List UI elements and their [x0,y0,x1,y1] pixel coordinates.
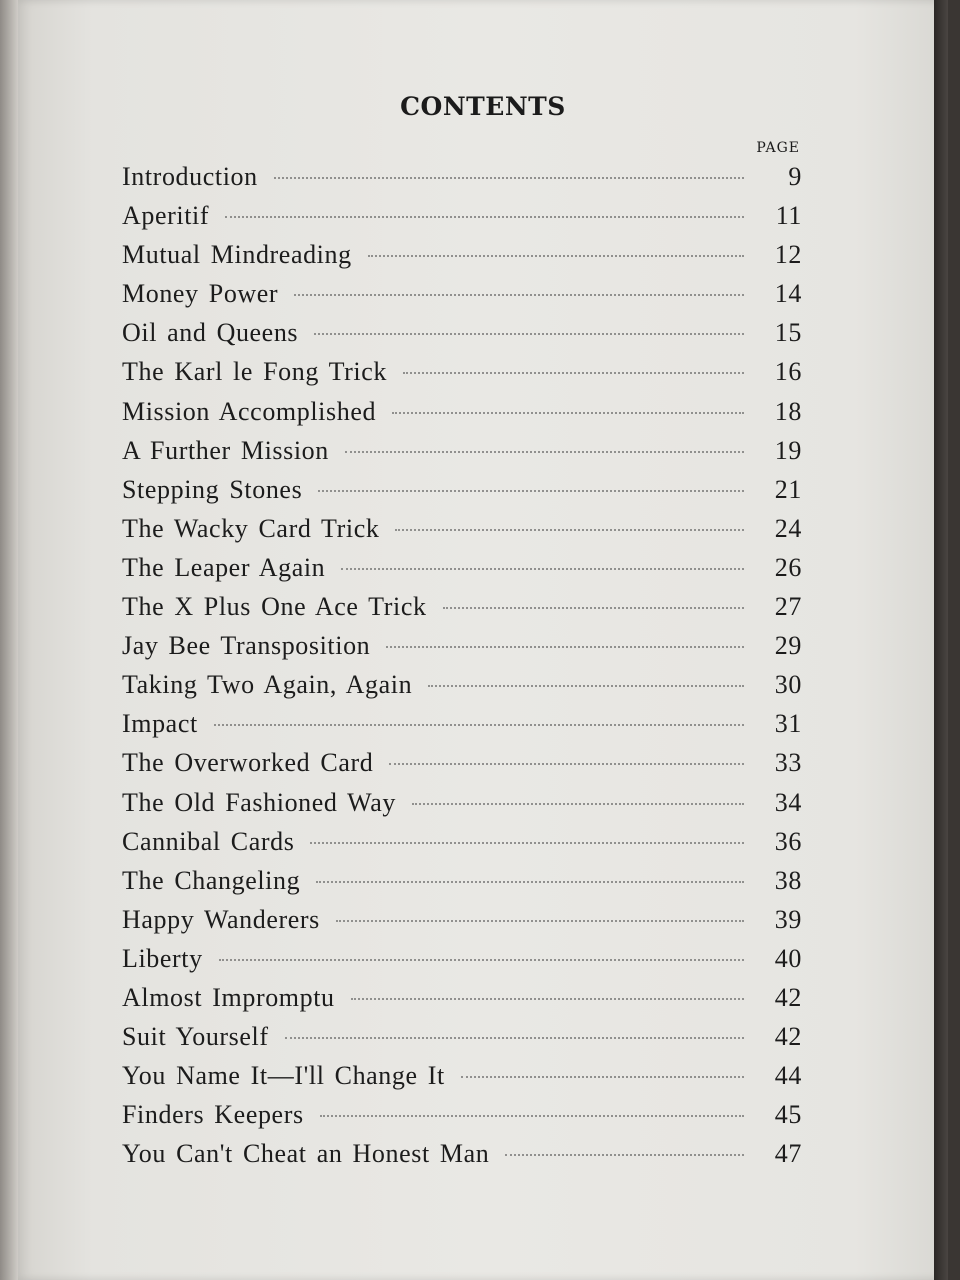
toc-entry [122,475,802,514]
dot-leader [285,1036,744,1039]
toc-entry-title: Liberty [122,943,203,973]
toc-entry-page: 18 [774,396,802,426]
dot-leader [461,1075,744,1078]
toc-entry-title: Aperitif [122,201,210,231]
dot-leader [336,919,744,922]
toc-entry [122,944,802,983]
dot-leader [345,450,744,453]
toc-entry-page: 33 [774,748,802,778]
toc-entry [122,436,802,475]
dot-leader [225,215,744,218]
dot-leader [318,489,744,492]
toc-entry-title: Taking Two Again, Again [122,670,413,700]
toc-entry-page: 29 [774,631,802,661]
toc-entry [122,553,802,592]
dot-leader [310,841,744,844]
dot-leader [341,567,744,570]
toc-entry-title: The Karl le Fong Trick [122,357,387,387]
toc-entry-title: Mission Accomplished [122,396,377,426]
toc-entry-page: 47 [774,1139,802,1169]
page-column-label: PAGE [756,140,800,156]
toc-entry-title: Introduction [122,162,258,191]
toc-entry [122,748,802,787]
toc-entry-page: 14 [774,279,802,309]
dot-leader [320,1114,744,1117]
toc-entry-title: Impact [122,709,198,739]
toc-entry [122,983,802,1022]
dot-leader [386,645,744,648]
toc-entry-title: Finders Keepers [122,1100,304,1130]
toc-entry-title: The Leaper Again [122,552,326,582]
toc-entry-page: 12 [774,240,802,270]
toc-entry-page: 42 [774,982,802,1012]
toc-entry [122,905,802,944]
dot-leader [412,802,744,805]
book-page [18,0,948,1280]
toc-entry [122,592,802,631]
toc-entry-title: The X Plus One Ace Trick [122,592,427,622]
toc-entry-page: 38 [774,865,802,895]
toc-entry-page: 26 [774,552,802,582]
toc-entry [122,240,802,279]
toc-entry [122,1139,802,1178]
toc-entry [122,397,802,436]
toc-entry [122,1100,802,1139]
dot-leader [403,371,744,374]
toc-entry [122,1061,802,1100]
book-right-edge [934,0,948,1280]
toc-entry-title: Oil and Queens [122,318,299,348]
toc-entry [122,670,802,709]
toc-entry-page: 42 [774,1022,802,1052]
toc-entry-page: 40 [774,943,802,973]
dot-leader [214,723,744,726]
dot-leader [395,528,744,531]
toc-entry-page: 30 [774,670,802,700]
toc-entry [122,201,802,240]
dot-leader [505,1153,744,1156]
toc-entry-page: 39 [774,904,802,934]
toc-entry-page: 19 [774,435,802,465]
book-left-edge [0,0,18,1280]
toc-entry [122,162,802,201]
toc-entry-title: Almost Impromptu [122,982,335,1012]
toc-entry-title: The Changeling [122,865,301,895]
dot-leader [316,880,744,883]
toc-entry-title: The Wacky Card Trick [122,513,380,543]
toc-entry-title: A Further Mission [122,435,329,465]
toc-entry [122,709,802,748]
table-of-contents [122,162,802,1178]
toc-entry-page: 31 [774,709,802,739]
toc-entry-title: Cannibal Cards [122,826,295,856]
toc-entry-title: Mutual Mindreading [122,240,352,270]
toc-entry-page: 36 [774,826,802,856]
toc-entry [122,514,802,553]
toc-entry-page: 15 [774,318,802,348]
toc-entry-page: 9 [788,162,802,191]
toc-entry [122,866,802,905]
dot-leader [389,762,744,765]
toc-entry-page: 45 [774,1100,802,1130]
dot-leader [443,606,744,609]
toc-entry-title: The Overworked Card [122,748,374,778]
dot-leader [314,332,744,335]
dot-leader [368,254,744,257]
toc-entry-page: 11 [775,201,802,231]
toc-entry-title: Stepping Stones [122,474,303,504]
toc-entry [122,788,802,827]
toc-entry-title: The Old Fashioned Way [122,787,396,817]
toc-entry-title: Happy Wanderers [122,904,320,934]
dot-leader [274,176,744,179]
toc-entry-title: Suit Yourself [122,1022,269,1052]
contents-heading: CONTENTS [400,92,566,121]
toc-entry-page: 21 [774,474,802,504]
toc-entry [122,357,802,396]
toc-entry [122,1022,802,1061]
dot-leader [294,293,744,296]
toc-entry-page: 34 [774,787,802,817]
toc-entry-title: Money Power [122,279,279,309]
toc-entry [122,631,802,670]
dot-leader [428,684,744,687]
toc-entry [122,827,802,866]
toc-entry-title: You Name It—I'll Change It [122,1061,445,1091]
dot-leader [351,997,744,1000]
toc-entry-page: 27 [774,592,802,622]
toc-entry-page: 44 [774,1061,802,1091]
toc-entry-page: 24 [774,513,802,543]
toc-entry-title: You Can't Cheat an Honest Man [122,1139,490,1169]
toc-entry-page: 16 [774,357,802,387]
toc-entry [122,279,802,318]
toc-entry [122,318,802,357]
dot-leader [392,411,744,414]
toc-entry-title: Jay Bee Transposition [122,631,371,661]
dot-leader [219,958,744,961]
